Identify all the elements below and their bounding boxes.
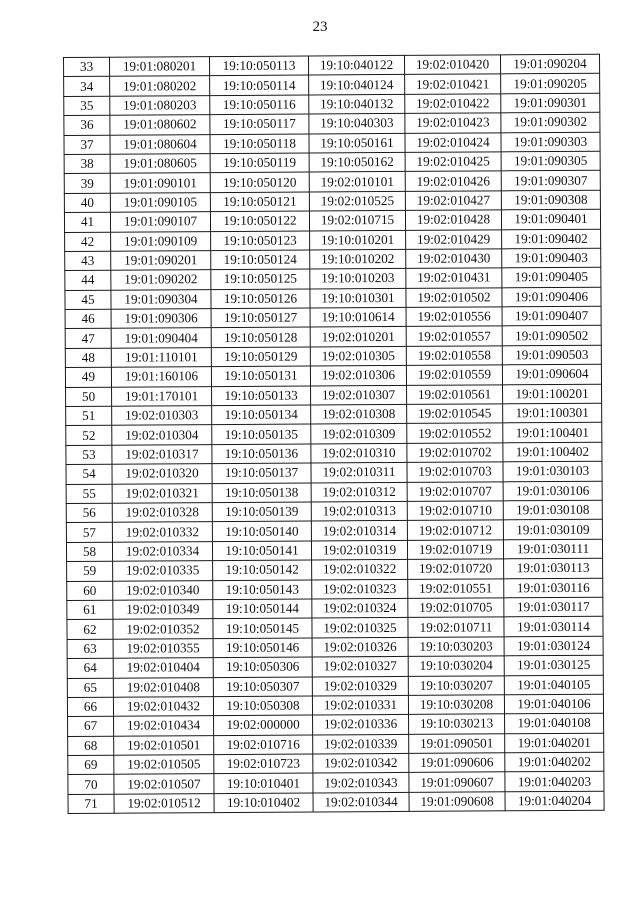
row-number-cell: 67 [68,716,114,736]
code-cell: 19:02:010101 [309,172,405,192]
code-cell: 19:02:010423 [405,113,501,133]
code-cell: 19:02:010719 [407,540,503,560]
code-cell: 19:02:010705 [408,598,504,618]
code-cell: 19:02:010556 [406,307,502,327]
code-cell: 19:02:010720 [408,559,504,579]
code-cell: 19:01:090303 [501,132,600,152]
row-number-cell: 60 [67,581,113,601]
code-cell: 19:01:090606 [409,753,505,773]
row-number-cell: 47 [65,329,111,349]
code-cell: 19:02:010305 [310,346,406,366]
code-cell: 19:02:010326 [312,637,408,657]
code-cell: 19:02:010328 [112,503,212,523]
row-number-cell: 45 [65,290,111,310]
code-cell: 19:02:010306 [310,366,406,386]
code-cell: 19:02:010552 [407,423,503,443]
code-cell: 19:02:010424 [405,132,501,152]
code-cell: 19:01:090308 [501,190,600,210]
table-body [64,54,605,813]
code-cell: 19:01:090201 [111,251,211,271]
code-cell: 19:10:050125 [211,269,310,289]
code-cell: 19:02:010512 [114,793,214,813]
code-cell: 19:01:090307 [501,171,600,191]
code-cell: 19:10:010301 [310,288,406,308]
code-cell: 19:01:090607 [409,772,505,792]
code-cell: 19:01:090105 [110,192,210,212]
row-number-cell: 50 [66,387,112,407]
row-number-cell: 57 [66,523,112,543]
code-cell: 19:10:050122 [210,211,309,231]
code-cell: 19:02:010331 [312,695,408,715]
code-cell: 19:01:090501 [409,733,505,753]
code-cell: 19:10:050139 [212,502,311,522]
row-number-cell: 64 [67,658,113,678]
code-cell: 19:01:040204 [505,791,604,811]
code-cell: 19:10:050307 [213,676,312,696]
code-cell: 19:01:080602 [110,115,210,135]
code-cell: 19:02:010323 [312,579,408,599]
code-cell: 19:01:090306 [111,309,211,329]
code-cell: 19:02:010340 [113,580,213,600]
code-cell: 19:01:090402 [502,229,601,249]
code-cell: 19:02:010434 [114,716,214,736]
code-cell: 19:01:040106 [504,694,603,714]
row-number-cell: 52 [66,426,112,446]
code-cell: 19:01:040203 [505,772,604,792]
code-cell: 19:10:050119 [210,153,309,173]
code-cell: 19:02:010430 [406,249,502,269]
code-cell: 19:02:010349 [113,600,213,620]
code-cell: 19:10:050140 [212,521,311,541]
code-cell: 19:01:030109 [503,520,602,540]
code-cell: 19:01:040201 [505,733,604,753]
code-cell: 19:02:010710 [407,501,503,521]
code-cell: 19:02:010325 [312,618,408,638]
row-number-cell: 37 [64,135,110,155]
code-cell: 19:10:050118 [210,134,309,154]
code-cell: 19:10:050123 [211,231,310,251]
row-number-cell: 59 [67,561,113,581]
code-cell: 19:10:050142 [213,560,312,580]
code-cell: 19:01:170101 [112,386,212,406]
code-cell: 19:01:100402 [503,442,602,462]
code-cell: 19:02:010711 [408,617,504,637]
row-number-cell: 65 [67,678,113,698]
code-cell: 19:10:010202 [310,249,406,269]
code-cell: 19:01:160106 [111,367,211,387]
row-number-cell: 63 [67,639,113,659]
code-cell: 19:02:010557 [406,326,502,346]
code-cell: 19:01:090608 [409,792,505,812]
code-cell: 19:10:040124 [309,75,405,95]
code-cell: 19:10:050127 [211,308,310,328]
code-cell: 19:01:090407 [502,306,601,326]
row-number-cell: 38 [64,154,110,174]
row-number-cell: 34 [64,77,110,97]
code-cell: 19:10:050116 [210,95,309,115]
code-cell: 19:01:090107 [110,212,210,232]
code-cell: 19:02:010334 [112,541,212,561]
code-cell: 19:02:010558 [406,346,502,366]
code-cell: 19:10:050143 [213,580,312,600]
row-number-cell: 51 [66,406,112,426]
code-cell: 19:10:050129 [211,347,310,367]
code-cell: 19:10:050126 [211,289,310,309]
row-number-cell: 69 [68,755,114,775]
code-cell: 19:02:010309 [311,424,407,444]
code-cell: 19:01:080203 [110,95,210,115]
code-cell: 19:02:010332 [112,522,212,542]
code-cell: 19:02:010319 [311,540,407,560]
code-cell: 19:02:010425 [405,152,501,172]
code-cell: 19:01:090503 [502,345,601,365]
code-cell: 19:02:010505 [114,755,214,775]
code-cell: 19:02:010339 [313,734,409,754]
code-cell: 19:02:010310 [311,443,407,463]
code-cell: 19:10:010203 [310,269,406,289]
code-cell: 19:01:080201 [110,57,210,77]
code-cell: 19:10:010401 [214,773,313,793]
code-cell: 19:02:010420 [404,55,500,75]
code-cell: 19:10:030203 [408,637,504,657]
code-cell: 19:02:010427 [405,191,501,211]
code-cell: 19:10:050136 [212,444,311,464]
code-cell: 19:02:010432 [113,696,213,716]
code-cell: 19:01:090109 [111,231,211,251]
row-number-cell: 56 [66,503,112,523]
code-cell: 19:01:090302 [501,112,600,132]
code-cell: 19:10:050113 [210,56,309,76]
code-cell: 19:10:050120 [210,172,309,192]
code-cell: 19:02:010559 [406,365,502,385]
code-cell: 19:01:090204 [500,54,599,74]
code-cell: 19:02:010723 [214,754,313,774]
code-cell: 19:02:010716 [214,735,313,755]
code-cell: 19:10:030207 [408,675,504,695]
code-cell: 19:01:100401 [503,423,602,443]
row-number-cell: 41 [64,212,110,232]
code-cell: 19:01:040202 [505,752,604,772]
code-cell: 19:01:030117 [504,597,603,617]
code-cell: 19:02:010343 [313,773,409,793]
code-cell: 19:10:050135 [212,424,311,444]
code-cell: 19:02:010322 [312,560,408,580]
code-cell: 19:02:010715 [309,211,405,231]
code-cell: 19:02:010329 [312,676,408,696]
code-cell: 19:02:010352 [113,619,213,639]
row-number-cell: 54 [66,464,112,484]
code-cell: 19:10:050133 [212,386,311,406]
row-number-cell: 68 [68,736,114,756]
code-cell: 19:02:010712 [407,520,503,540]
code-cell: 19:02:010313 [311,501,407,521]
code-cell: 19:10:050131 [211,366,310,386]
code-cell: 19:02:010545 [407,404,503,424]
code-cell: 19:01:090202 [111,270,211,290]
code-cell: 19:02:010344 [313,792,409,812]
code-cell: 19:01:030106 [503,481,602,501]
code-cell: 19:10:050134 [212,405,311,425]
code-cell: 19:02:010421 [405,74,501,94]
row-number-cell: 53 [66,445,112,465]
code-cell: 19:01:090205 [501,74,600,94]
code-cell: 19:01:030125 [504,655,603,675]
code-cell: 19:01:030116 [504,578,603,598]
code-cell: 19:01:090401 [501,209,600,229]
code-cell: 19:01:090604 [502,364,601,384]
row-number-cell: 39 [64,174,110,194]
code-cell: 19:01:090403 [502,248,601,268]
code-cell: 19:10:050114 [210,75,309,95]
code-cell: 19:10:040303 [309,114,405,134]
code-cell: 19:01:030114 [504,617,603,637]
row-number-cell: 70 [68,775,114,795]
page-number: 23 [312,19,328,35]
row-number-cell: 66 [67,697,113,717]
code-cell: 19:10:050128 [211,327,310,347]
code-cell: 19:02:010307 [311,385,407,405]
code-cell: 19:01:090101 [110,173,210,193]
code-cell: 19:01:030124 [504,636,603,656]
code-cell: 19:01:090301 [501,93,600,113]
code-cell: 19:10:010614 [310,307,406,327]
code-cell: 19:10:050146 [213,638,312,658]
code-cell: 19:02:010335 [113,561,213,581]
code-cell: 19:01:100301 [503,403,602,423]
code-cell: 19:02:010324 [312,598,408,618]
code-cell: 19:02:010303 [112,406,212,426]
code-cell: 19:02:010501 [114,735,214,755]
code-cell: 19:01:030113 [504,558,603,578]
code-cell: 19:10:050124 [211,250,310,270]
code-cell: 19:02:010336 [313,715,409,735]
code-cell: 19:02:010308 [311,404,407,424]
code-cell: 19:02:010342 [313,753,409,773]
row-number-cell: 49 [65,367,111,387]
code-cell: 19:10:010402 [214,793,313,813]
code-cell: 19:01:080202 [110,76,210,96]
code-cell: 19:02:010702 [407,443,503,463]
code-cell: 19:02:010426 [405,171,501,191]
code-cell: 19:02:010431 [406,268,502,288]
row-number-cell: 36 [64,115,110,135]
code-cell: 19:10:050117 [210,114,309,134]
code-cell: 19:02:010525 [309,191,405,211]
code-cell: 19:10:050141 [212,541,311,561]
code-cell: 19:02:010561 [407,384,503,404]
row-number-cell: 43 [65,251,111,271]
row-number-cell: 35 [64,96,110,116]
code-cell: 19:02:000000 [214,715,313,735]
code-cell: 19:01:090406 [502,287,601,307]
code-cell: 19:02:010703 [407,462,503,482]
code-cell: 19:02:010327 [312,657,408,677]
code-cell: 19:10:030208 [408,695,504,715]
code-cell: 19:10:050306 [213,657,312,677]
row-number-cell: 61 [67,600,113,620]
code-cell: 19:01:040108 [505,713,604,733]
code-cell: 19:01:030103 [503,461,602,481]
code-cell: 19:10:040132 [309,94,405,114]
code-cell: 19:10:050138 [212,483,311,503]
code-cell: 19:02:010314 [311,521,407,541]
code-cell: 19:01:040105 [504,675,603,695]
code-cell: 19:01:090305 [501,151,600,171]
cadastral-codes-table [63,54,605,815]
code-cell: 19:10:050308 [213,696,312,716]
row-number-cell: 55 [66,484,112,504]
code-cell: 19:10:040122 [308,55,404,75]
row-number-cell: 33 [64,57,110,77]
code-cell: 19:01:090405 [502,268,601,288]
code-cell: 19:01:110101 [111,347,211,367]
code-cell: 19:02:010707 [407,481,503,501]
code-cell: 19:01:080605 [110,154,210,174]
code-cell: 19:02:010201 [310,327,406,347]
code-cell: 19:01:090404 [111,328,211,348]
row-number-cell: 71 [68,794,114,814]
code-cell: 19:01:090304 [111,289,211,309]
code-cell: 19:02:010551 [408,578,504,598]
code-cell: 19:02:010404 [113,658,213,678]
code-cell: 19:01:080604 [110,134,210,154]
code-cell: 19:10:050161 [309,133,405,153]
code-cell: 19:02:010502 [406,288,502,308]
code-cell: 19:02:010355 [113,638,213,658]
code-cell: 19:10:050144 [213,599,312,619]
code-cell: 19:02:010304 [112,425,212,445]
table-row [68,791,604,814]
row-number-cell: 44 [65,271,111,291]
code-cell: 19:01:030111 [503,539,602,559]
code-cell: 19:02:010422 [405,94,501,114]
code-cell: 19:02:010429 [406,229,502,249]
row-number-cell: 40 [64,193,110,213]
row-number-cell: 42 [65,232,111,252]
code-cell: 19:02:010317 [112,444,212,464]
code-cell: 19:02:010320 [112,464,212,484]
code-cell: 19:10:050145 [213,618,312,638]
code-cell: 19:02:010311 [311,463,407,483]
code-cell: 19:01:090502 [502,326,601,346]
code-cell: 19:10:030204 [408,656,504,676]
code-cell: 19:02:010312 [311,482,407,502]
code-cell: 19:10:050121 [210,192,309,212]
row-number-cell: 62 [67,620,113,640]
code-cell: 19:02:010507 [114,774,214,794]
code-cell: 19:02:010321 [112,483,212,503]
code-cell: 19:02:010408 [113,677,213,697]
code-cell: 19:10:030213 [409,714,505,734]
row-number-cell: 58 [66,542,112,562]
code-cell: 19:01:030108 [503,500,602,520]
row-number-cell: 48 [65,348,111,368]
code-cell: 19:02:010428 [405,210,501,230]
row-number-cell: 46 [65,309,111,329]
code-cell: 19:10:050162 [309,152,405,172]
code-cell: 19:01:100201 [503,384,602,404]
code-cell: 19:10:050137 [212,463,311,483]
code-cell: 19:10:010201 [310,230,406,250]
